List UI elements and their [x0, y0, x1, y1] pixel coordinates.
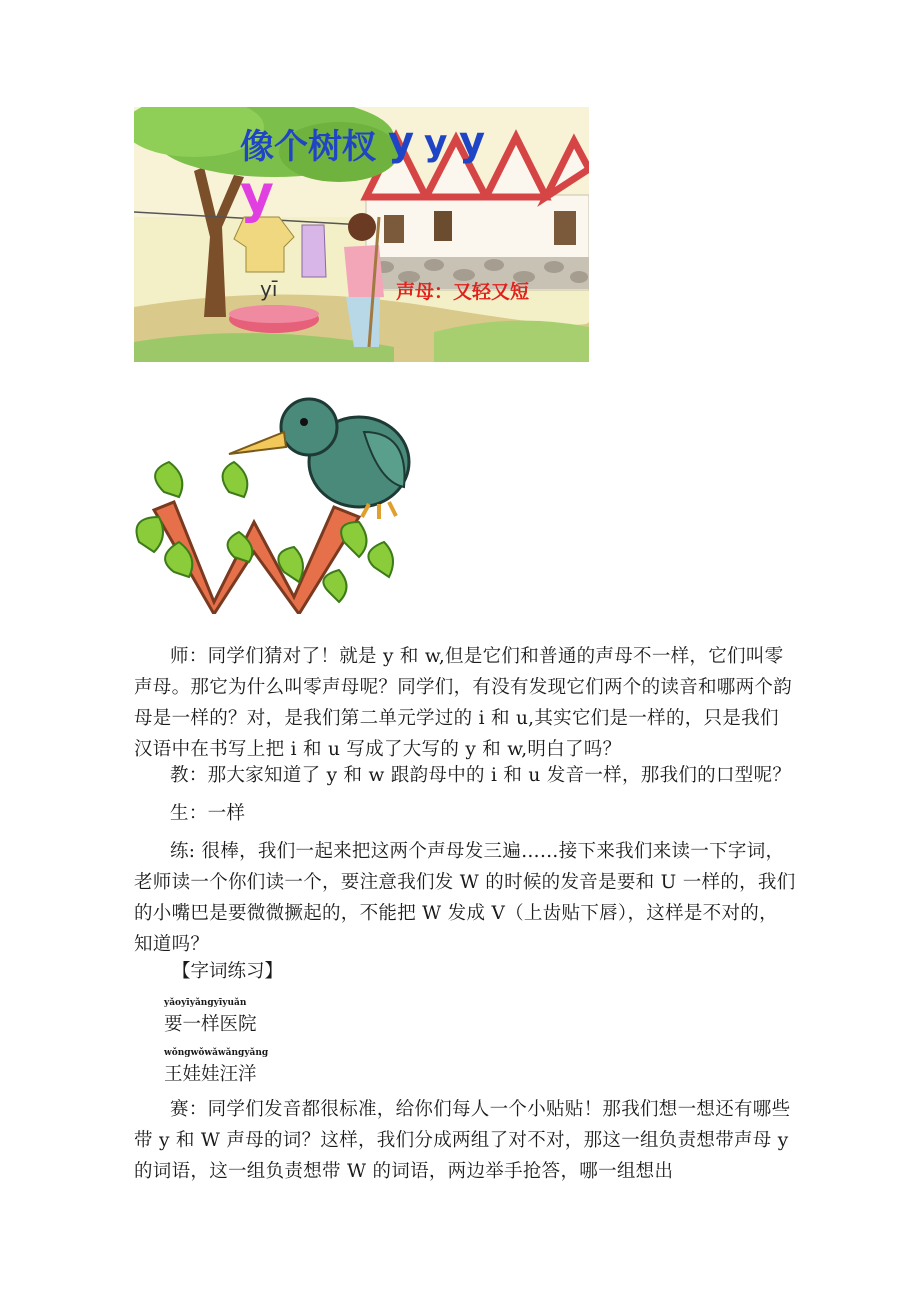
- word-pinyin-2: wǒngwǒwǎwǎngyǎng: [164, 1048, 269, 1058]
- word-text-2: 王娃娃汪洋: [164, 1064, 257, 1085]
- figure-tree-illustration: [134, 107, 589, 362]
- figure-title-text: 像个树杈: [240, 127, 376, 167]
- paragraph-student: 生：一样: [170, 803, 246, 824]
- paragraph-contest: 赛：同学们发音都很标准，给你们每人一个小贴贴！那我们想一想还有哪些带 y 和 W 声母的词？这样，我们分成两组了对不对，那这一组负责想带声母 y 的词语，这一组负责想带 W 的词语，两边举手抢答，哪一组想出: [134, 1099, 791, 1182]
- word-pinyin-1: yǎoyīyǎngyīyuǎn: [164, 998, 247, 1008]
- figure-letter-y-2: y: [424, 123, 448, 164]
- paragraph-teach: 教：那大家知道了 y 和 w 跟韵母中的 i 和 u 发音一样，那我们的口型呢？: [170, 765, 792, 786]
- bird-on-branch-icon: [134, 392, 424, 614]
- figure-big-letter-y: y: [240, 165, 274, 225]
- figure-pinyin-label: yī: [260, 277, 278, 301]
- figure-caption-text: 声母：又轻又短: [396, 281, 530, 303]
- figure-letter-y-3: y: [459, 119, 486, 165]
- figure-letter-y-1: y: [388, 119, 415, 165]
- paragraph-practice: 练: 很棒，我们一起来把这两个声母发三遍……接下来我们来读一下字词，老师读一个你们读一个，要注意我们发 W 的时候的发音是要和 U 一样的，我们的小嘴巴是要微微撅起的，不能把 W 发成 V（上齿贴下唇），这样是不对的，知道吗？: [134, 841, 796, 955]
- figure-bird-illustration: [134, 392, 424, 614]
- section-title-word-practice: 【字词练习】: [172, 961, 284, 982]
- paragraph-teacher-intro: 师：同学们猜对了！就是 y 和 w,但是它们和普通的声母不一样，它们叫零声母。那它为什么叫零声母呢？同学们，有没有发现它们两个的读音和哪两个韵母是一样的？对，是我们第二单元学过的 i 和 u,其实它们是一样的，只是我们汉语中在书写上把 i 和 u 写成了大写的 y 和 w,明白了吗？: [134, 646, 793, 760]
- word-text-1: 要一样医院: [164, 1014, 257, 1035]
